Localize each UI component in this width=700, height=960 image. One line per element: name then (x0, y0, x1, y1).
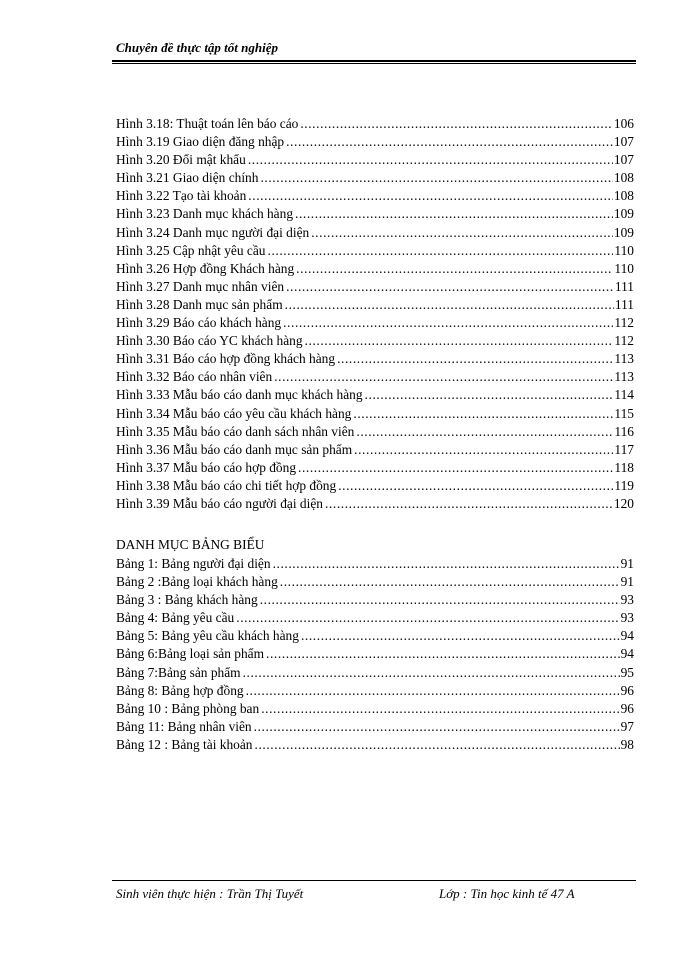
dot-leader (260, 169, 612, 187)
figure-entry-page-number: 107 (613, 134, 634, 150)
figure-list (116, 115, 634, 513)
figure-entry-page-number: 112 (614, 315, 634, 331)
figure-entry-page-number: 110 (614, 260, 634, 276)
dot-leader (260, 591, 620, 609)
dot-leader (295, 205, 613, 223)
figure-entry-label: Hình 3.27 Danh mục nhân viên (116, 278, 285, 294)
dot-leader (273, 555, 620, 573)
figure-entry[interactable] (116, 495, 634, 513)
footer-student-name: Sinh viên thực hiện : Trần Thị Tuyết (116, 886, 304, 901)
table-entry-page-number: 97 (620, 718, 634, 734)
table-entry[interactable] (116, 682, 634, 700)
dot-leader (365, 386, 614, 404)
dot-leader (255, 736, 620, 754)
table-entry[interactable] (116, 700, 634, 718)
figure-entry-label: Hình 3.30 Báo cáo YC khách hàng (116, 333, 303, 349)
table-entry-label: Bảng 12 : Bảng tài khoản (116, 736, 253, 752)
table-entry-page-number: 96 (620, 682, 634, 698)
figure-entry[interactable] (116, 314, 634, 332)
dot-leader (268, 242, 614, 260)
figure-entry-label: Hình 3.29 Báo cáo khách hàng (116, 315, 282, 331)
dot-leader (286, 133, 613, 151)
table-entry[interactable] (116, 645, 634, 663)
table-entry-label: Bảng 1: Bảng người đại diện (116, 556, 271, 571)
dot-leader (243, 664, 620, 682)
figure-entry-page-number: 111 (614, 278, 634, 294)
dot-leader (286, 278, 614, 296)
dot-leader (261, 700, 619, 718)
figure-entry-page-number: 112 (614, 333, 634, 349)
table-entry[interactable] (116, 573, 634, 591)
dot-leader (298, 459, 613, 477)
figure-entry[interactable] (116, 368, 634, 386)
figure-entry-page-number: 108 (613, 188, 634, 204)
table-entry[interactable] (116, 664, 634, 682)
figure-entry[interactable] (116, 441, 634, 459)
table-entry-label: Bảng 11: Bảng nhân viên (116, 718, 252, 734)
figure-entry-label: Hình 3.21 Giao diện chính (116, 170, 259, 186)
figure-entry-page-number: 120 (613, 495, 634, 511)
page-header-title: Chuyên đề thực tập tốt nghiệp (116, 40, 278, 55)
figure-entry[interactable] (116, 205, 634, 223)
figure-entry[interactable] (116, 296, 634, 314)
table-entry-page-number: 93 (620, 592, 634, 608)
figure-entry[interactable] (116, 224, 634, 242)
table-entry-label: Bảng 8: Bảng hợp đồng (116, 682, 244, 698)
figure-entry-page-number: 108 (613, 170, 634, 186)
figure-entry[interactable] (116, 386, 634, 404)
figure-entry-page-number: 116 (614, 423, 634, 439)
figure-entry-label: Hình 3.24 Danh mục người đại diện (116, 224, 310, 240)
footer-rule (112, 880, 636, 881)
dot-leader (337, 350, 613, 368)
figure-entry-page-number: 118 (614, 459, 634, 475)
figure-entry-page-number: 114 (614, 387, 634, 403)
table-entry[interactable] (116, 609, 634, 627)
table-entry-label: Bảng 5: Bảng yêu cầu khách hàng (116, 628, 299, 644)
figure-entry-label: Hình 3.33 Mẫu báo cáo danh mục khách hàng (116, 387, 363, 403)
table-entry[interactable] (116, 736, 634, 754)
dot-leader (301, 627, 620, 645)
figure-entry[interactable] (116, 477, 634, 495)
figure-entry[interactable] (116, 133, 634, 151)
header-rule (112, 60, 636, 62)
figure-entry-page-number: 119 (614, 477, 634, 493)
figure-entry[interactable] (116, 242, 634, 260)
table-entry-page-number: 91 (620, 574, 634, 590)
figure-entry[interactable] (116, 260, 634, 278)
figure-entry-page-number: 113 (614, 351, 634, 367)
figure-entry-page-number: 107 (613, 152, 634, 168)
figure-entry[interactable] (116, 278, 634, 296)
table-entry-label: Bảng 6:Bảng loại sản phẩm (116, 646, 265, 662)
table-entry-label: Bảng 4: Bảng yêu cầu (116, 610, 235, 626)
dot-leader (325, 495, 613, 513)
figure-entry-label: Hình 3.23 Danh mục khách hàng (116, 206, 294, 222)
figure-entry-label: Hình 3.38 Mẫu báo cáo chi tiết hợp đồng (116, 477, 337, 493)
table-entry-page-number: 94 (620, 646, 634, 662)
tables-section-title: DANH MỤC BẢNG BIỂU (116, 537, 265, 552)
dot-leader (356, 423, 613, 441)
figure-entry[interactable] (116, 187, 634, 205)
dot-leader (354, 441, 613, 459)
dot-leader (338, 477, 613, 495)
table-entry-label: Bảng 3 : Bảng khách hàng (116, 592, 258, 608)
footer-class: Lớp : Tin học kinh tế 47 A (439, 886, 575, 901)
figure-entry-page-number: 117 (614, 441, 634, 457)
dot-leader (296, 260, 613, 278)
figure-entry[interactable] (116, 459, 634, 477)
figure-entry-label: Hình 3.18: Thuật toán lên báo cáo (116, 116, 299, 131)
dot-leader (285, 296, 614, 314)
figure-entry-label: Hình 3.25 Cập nhật yêu cầu (116, 242, 266, 258)
figure-entry-label: Hình 3.32 Báo cáo nhân viên (116, 369, 273, 385)
dot-leader (248, 151, 613, 169)
table-entry-page-number: 96 (620, 700, 634, 716)
figure-entry-label: Hình 3.34 Mẫu báo cáo yêu cầu khách hàng (116, 405, 352, 421)
figure-entry-label: Hình 3.28 Danh mục sản phẩm (116, 296, 283, 312)
table-entry[interactable] (116, 718, 634, 736)
table-entry-page-number: 98 (620, 736, 634, 752)
table-entry-label: Bảng 10 : Bảng phòng ban (116, 700, 260, 716)
figure-entry-label: Hình 3.22 Tạo tài khoản (116, 188, 247, 204)
table-entry-page-number: 94 (620, 628, 634, 644)
dot-leader (236, 609, 619, 627)
dot-leader (280, 573, 620, 591)
table-entry[interactable] (116, 627, 634, 645)
figure-entry-page-number: 111 (614, 296, 634, 312)
table-entry[interactable] (116, 555, 634, 573)
figure-entry-label: Hình 3.19 Giao diện đăng nhập (116, 134, 285, 150)
figure-entry-label: Hình 3.35 Mẫu báo cáo danh sách nhân viên (116, 423, 355, 439)
dot-leader (300, 115, 613, 133)
figure-entry[interactable] (116, 169, 634, 187)
table-entry-page-number: 93 (620, 610, 634, 626)
dot-leader (274, 368, 613, 386)
figure-entry-label: Hình 3.37 Mẫu báo cáo hợp đồng (116, 459, 297, 475)
figure-entry-label: Hình 3.20 Đổi mật khẩu (116, 152, 246, 168)
figure-entry-page-number: 109 (613, 224, 634, 240)
figure-entry-label: Hình 3.36 Mẫu báo cáo danh mục sản phẩm (116, 441, 353, 457)
table-entry-page-number: 95 (620, 664, 634, 680)
table-entry-label: Bảng 2 :Bảng loại khách hàng (116, 574, 278, 590)
figure-entry-page-number: 115 (614, 405, 634, 421)
table-entry-page-number: 91 (620, 556, 634, 571)
table-entry-label: Bảng 7:Bảng sản phẩm (116, 664, 241, 680)
figure-entry-page-number: 106 (613, 116, 634, 131)
figure-entry-label: Hình 3.26 Hợp đồng Khách hàng (116, 260, 295, 276)
figure-entry[interactable] (116, 350, 634, 368)
table-list (116, 555, 634, 754)
dot-leader (283, 314, 613, 332)
dot-leader (266, 645, 620, 663)
dot-leader (353, 405, 613, 423)
header-rule-thin (112, 63, 636, 64)
figure-entry[interactable] (116, 405, 634, 423)
figure-entry[interactable] (116, 115, 634, 133)
figure-entry-label: Hình 3.39 Mẫu báo cáo người đại diện (116, 495, 323, 511)
figure-entry[interactable] (116, 332, 634, 350)
figure-entry-page-number: 110 (614, 242, 634, 258)
figure-entry[interactable] (116, 151, 634, 169)
dot-leader (248, 187, 613, 205)
dot-leader (311, 224, 613, 242)
dot-leader (246, 682, 620, 700)
dot-leader (254, 718, 620, 736)
dot-leader (305, 332, 614, 350)
figure-entry-label: Hình 3.31 Báo cáo hợp đồng khách hàng (116, 351, 336, 367)
table-entry[interactable] (116, 591, 634, 609)
figure-entry[interactable] (116, 423, 634, 441)
figure-entry-page-number: 113 (614, 369, 634, 385)
figure-entry-page-number: 109 (613, 206, 634, 222)
